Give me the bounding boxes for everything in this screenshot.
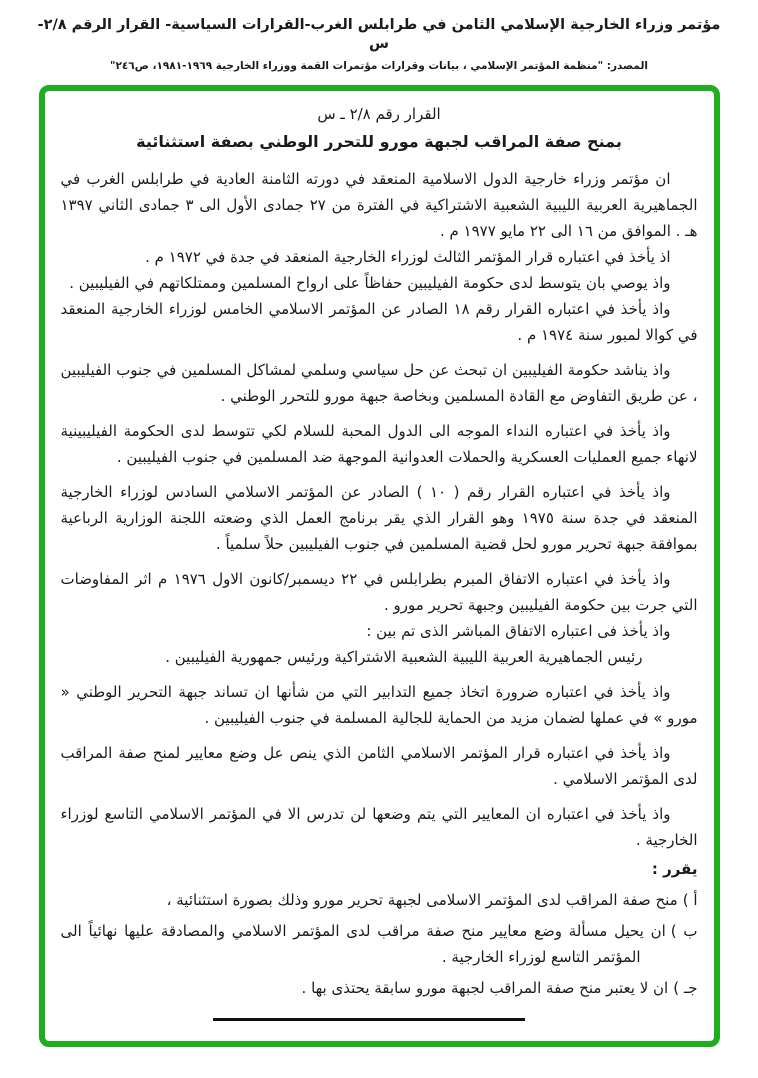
paragraph-recital-8-continuation: رئيس الجماهيرية العربية الليبية الشعبية الاشتراكية ورئيس جمهورية الفيليبين . (165, 648, 643, 666)
decision-marker-a: أ ) (682, 891, 698, 909)
paragraph-recital-3: واذ يأخذ في اعتباره القرار رقم ١٨ الصادر عن المؤتمر الاسلامي الخامس لوزراء الخارجية المنعقد في كوالا لمبور سنة ١٩٧٤ م . (60, 300, 698, 344)
paragraph-recital-10: واذ يأخذ في اعتباره قرار المؤتمر الاسلامي الثامن الذي ينص عل وضع معايير لمنح صفة المراقب لدى المؤتمر الاسلامي . (60, 744, 698, 788)
paragraph-recital-11: واذ يأخذ في اعتباره ان المعايير التي يتم وضعها لن تدرس الا في المؤتمر الاسلامي التاسع لوزراء الخارجية . (60, 805, 698, 849)
decision-item-a (61, 887, 698, 913)
paragraph-recital-2: واذ يوصي بان يتوسط لدى حكومة الفيليبين حفاظاً على ارواح المسلمين وممتلكاتهم في الفيليبين . (69, 274, 671, 292)
paragraph-recital-9: واذ يأخذ في اعتباره ضرورة اتخاذ جميع التدابير التي من شأنها ان تساند جبهة التحرير الوطني « مورو » في عملها لضمان مزيد من الحماية للجالية المسلمة في جنوب الفيليبين . (60, 683, 698, 727)
document-header (0, 0, 758, 72)
green-border-frame (39, 85, 720, 1047)
resolution-subject-title: بمنح صفة المراقب لجبهة مورو للتحرر الوطني بصفة استثنائية (136, 132, 622, 151)
footer-divider-rule (213, 1018, 525, 1021)
paragraph-recital-8: واذ يأخذ فى اعتباره الاتفاق المباشر الذى تم بين : (366, 622, 671, 640)
header-source-citation: المصدر: "منظمة المؤتمر الإسلامي ، بيانات وقرارات مؤتمرات القمة ووزراء الخارجية ١٩٦٩-١٩٨١، ص٢٤٦" (109, 60, 648, 72)
decision-marker-c: جـ ) (673, 979, 698, 997)
decision-marker-b: ب ) (670, 922, 698, 940)
paragraph-recital-4: واذ يناشد حكومة الفيليبين ان تبحث عن حل سياسي وسلمي لمشاكل المسلمين في جنوب الفيليبين ، عن طريق التفاوض مع القادة المسلمين وبخاصة جبهة مورو للتحرر الوطني . (60, 361, 698, 405)
header-title: مؤتمر وزراء الخارجية الإسلامي الثامن في طرابلس الغرب-القرارات السياسية- القرار الرقم ٢/٨- س (37, 17, 721, 52)
paragraph-preamble: ان مؤتمر وزراء خارجية الدول الاسلامية المنعقد في دورته الثامنة العادية في طرابلس الغرب في الجماهيرية العربية الليبية الشعبية الاشتراكية في الفترة من ٢٧ جمادى الأول الى ٣ جمادى الثاني ١٣٩٧ هـ . الموافق من ١٦ الى ٢٢ مايو ١٩٧٧ م . (60, 170, 698, 240)
paragraph-recital-7: واذ يأخذ في اعتباره الاتفاق المبرم بطرابلس في ٢٢ ديسمبر/كانون الاول ١٩٧٦ م اثر المفاوضات التي جرت بين حكومة الفيليبين وجبهة تحرير مورو . (60, 570, 698, 614)
resolution-number-title: القرار رقم ٢/٨ ـ س (317, 105, 441, 123)
decision-text-b: ان يحيل مسألة وضع معايير منح صفة مراقب لدى المؤتمر الاسلامي والمصادقة عليها نهائياً الى المؤتمر التاسع لوزراء الخارجية . (60, 922, 666, 966)
resolves-label: يقرر : (651, 860, 698, 878)
paragraph-recital-6: واذ يأخذ في اعتباره القرار رقم ( ١٠ ) الصادر عن المؤتمر الاسلامي السادس لوزراء الخارجية المنعقد في جدة سنة ١٩٧٥ وهو القرار الذي يقر برنامج العمل الذي وضعته اللجنة الوزارية الرباعية بموافقة جبهة تحرير مورو لحل قضية المسلمين في جنوب الفيليبين حلاً سلمياً . (60, 483, 698, 553)
paragraph-recital-5: واذ يأخذ في اعتباره النداء الموجه الى الدول المحبة للسلام لكي تتوسط لدى الحكومة الفيليبينية لانهاء جميع العمليات العسكرية والحملات العدوانية الموجهة ضد المسلمين في جنوب الفيليبين . (60, 422, 698, 466)
decision-text-c: ان لا يعتبر منح صفة المراقب لجبهة مورو سابقة يحتذى بها . (301, 979, 669, 997)
paragraph-recital-1: اذ يأخذ في اعتباره قرار المؤتمر الثالث لوزراء الخارجية المنعقد في جدة في ١٩٧٢ م . (145, 248, 671, 266)
decision-item-b (61, 918, 698, 970)
decision-text-a: منح صفة المراقب لدى المؤتمر الاسلامى لجبهة تحرير مورو وذلك بصورة استثنائية ، (166, 891, 678, 909)
decision-item-c (61, 975, 698, 1001)
